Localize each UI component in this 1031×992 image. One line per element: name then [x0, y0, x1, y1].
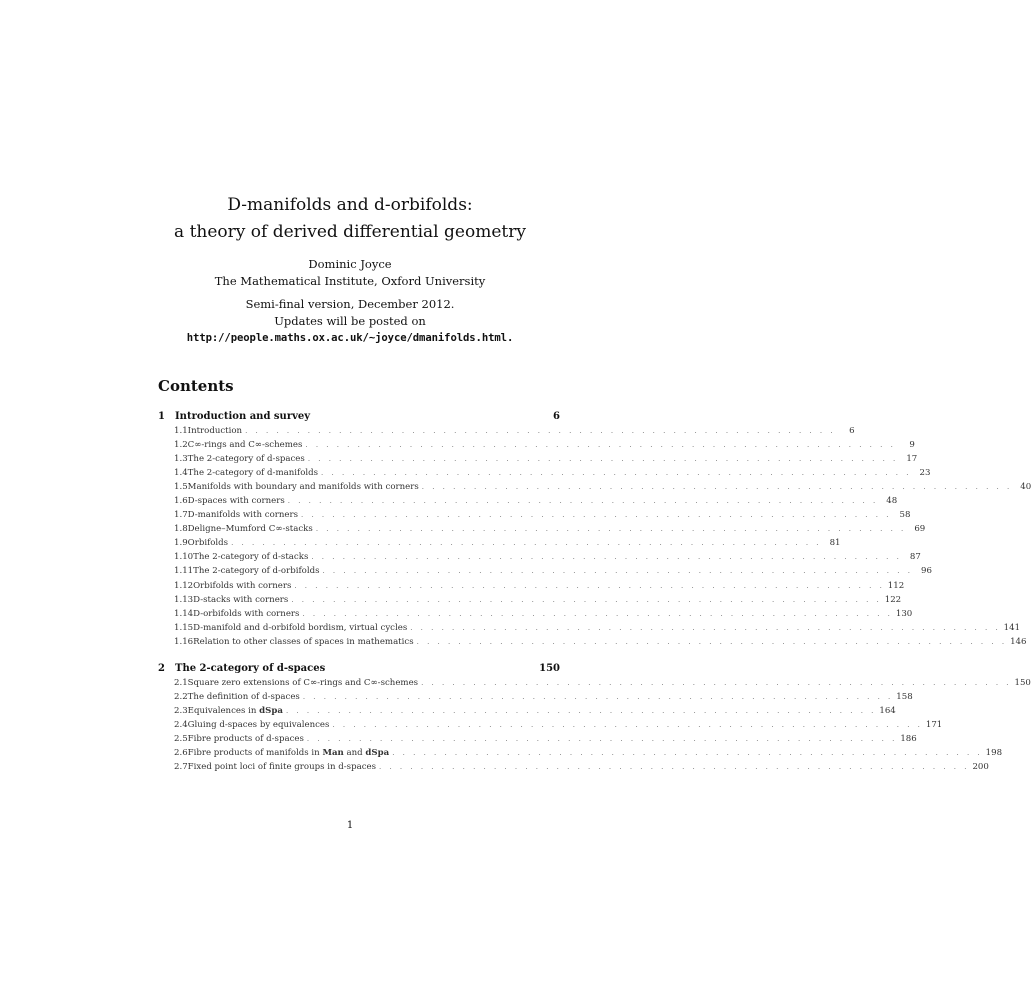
leader-dots: . . . . . . . . . . . . . . . . . . . . . . . . . . . . . . . . . . . . . . . . . . . . . . . . . . . . . . . . . [305, 441, 896, 450]
author-name: Dominic Joyce [308, 257, 392, 271]
section-page: 48 [886, 496, 898, 507]
section-title-part: Equivalences in [187, 705, 260, 716]
section-page: 122 [884, 594, 902, 605]
leader-dots: . . . . . . . . . . . . . . . . . . . . . . . . . . . . . . . . . . . . . . . . . . . . . . . . . . . . . . . . . [301, 511, 892, 520]
toc-section[interactable] [158, 438, 915, 452]
leader-dots: . . . . . . . . . . . . . . . . . . . . . . . . . . . . . . . . . . . . . . . . . . . . . . . . . . . . . . . . . [231, 539, 822, 548]
toc-section[interactable] [158, 593, 902, 607]
section-title-category: dSpa [365, 747, 390, 758]
chapter-title: Introduction and survey [175, 411, 311, 422]
chapter-page: 6 [553, 411, 560, 422]
section-title: D-orbifolds with corners [193, 608, 300, 619]
section-title-category: Man [322, 747, 344, 758]
table-of-contents [158, 409, 1031, 774]
section-title: Manifolds with boundary and manifolds with corners [187, 482, 419, 493]
section-title: The 2-category of d-stacks [193, 552, 309, 563]
section-page: 96 [920, 566, 932, 577]
section-number: 1.9 [174, 538, 188, 549]
leader-dots: . . . . . . . . . . . . . . . . . . . . . . . . . . . . . . . . . . . . . . . . . . . . . . . . . . . . . . . . . [332, 720, 923, 729]
version-block [0, 296, 700, 347]
leader-dots: . . . . . . . . . . . . . . . . . . . . . . . . . . . . . . . . . . . . . . . . . . . . . . . . . . . . . . . . . [322, 567, 913, 576]
section-title: Fixed point loci of finite groups in d-spaces [187, 762, 377, 773]
leader-dots: . . . . . . . . . . . . . . . . . . . . . . . . . . . . . . . . . . . . . . . . . . . . . . . . . . . . . . . . . [291, 595, 882, 604]
section-number: 2.5 [174, 733, 188, 744]
toc-section[interactable] [158, 732, 917, 746]
toc-section[interactable] [158, 690, 913, 704]
section-number: 1.3 [174, 454, 188, 465]
section-page: 23 [919, 468, 931, 479]
section-page: 171 [925, 719, 943, 730]
section-title: The definition of d-spaces [187, 691, 300, 702]
section-number: 2.3 [174, 705, 188, 716]
section-page: 112 [887, 580, 905, 591]
toc-section[interactable] [158, 452, 918, 466]
leader-dots: . . . . . . . . . . . . . . . . . . . . . . . . . . . . . . . . . . . . . . . . . . . . . . . . . . . . . . . . . [307, 455, 899, 464]
section-page: 158 [896, 691, 913, 702]
section-page: 81 [829, 538, 841, 549]
toc-chapter[interactable] [158, 661, 560, 676]
section-number: 1.15 [174, 622, 194, 633]
section-page: 9 [909, 440, 915, 451]
section-number: 1.7 [174, 510, 188, 521]
section-number: 1.14 [174, 608, 194, 619]
chapter-number: 1 [158, 411, 165, 422]
toc-section[interactable] [158, 550, 921, 564]
section-page: 141 [1003, 622, 1021, 633]
leader-dots: . . . . . . . . . . . . . . . . . . . . . . . . . . . . . . . . . . . . . . . . . . . . . . . . . . . . . . . . . [315, 525, 907, 534]
section-title-part: and [343, 747, 366, 758]
toc-section[interactable] [158, 760, 989, 774]
toc-section[interactable] [158, 746, 1003, 760]
section-page: 87 [909, 552, 921, 563]
toc-section[interactable] [158, 494, 898, 508]
leader-dots: . . . . . . . . . . . . . . . . . . . . . . . . . . . . . . . . . . . . . . . . . . . . . . . . . . . . . . . . . [421, 678, 1012, 687]
section-title: The 2-category of d-manifolds [187, 468, 319, 479]
toc-section[interactable] [158, 536, 841, 550]
toc-section[interactable] [158, 522, 926, 536]
section-number: 1.6 [174, 496, 188, 507]
toc-section[interactable] [158, 579, 905, 593]
toc-section[interactable] [158, 424, 855, 438]
section-page: 130 [895, 608, 913, 619]
leader-dots: . . . . . . . . . . . . . . . . . . . . . . . . . . . . . . . . . . . . . . . . . . . . . . . . . . . . . . . . . [392, 748, 983, 757]
section-title: Deligne–Mumford C∞-stacks [187, 524, 313, 535]
section-title-part: Fibre products of manifolds in [187, 747, 323, 758]
leader-dots: . . . . . . . . . . . . . . . . . . . . . . . . . . . . . . . . . . . . . . . . . . . . . . . . . . . . . . . . . [410, 623, 1001, 632]
section-page: 186 [900, 733, 917, 744]
section-title: Relation to other classes of spaces in mathematics [193, 636, 414, 647]
section-title: Gluing d-spaces by equivalences [187, 719, 330, 730]
leader-dots: . . . . . . . . . . . . . . . . . . . . . . . . . . . . . . . . . . . . . . . . . . . . . . . . . . . . . . . . . [311, 553, 902, 562]
updates-line: Updates will be posted on [274, 314, 426, 328]
section-number: 1.1 [174, 426, 188, 436]
section-page: 146 [1010, 636, 1027, 647]
section-title [188, 746, 390, 760]
section-title-category: dSpa [259, 705, 283, 716]
section-title: The 2-category of d-orbifolds [193, 566, 320, 577]
toc-section[interactable] [158, 607, 913, 621]
section-page: 69 [914, 524, 926, 535]
toc-section[interactable] [158, 704, 896, 718]
section-number: 2.2 [174, 691, 188, 702]
toc-section[interactable] [158, 480, 1031, 494]
section-number: 2.1 [174, 677, 188, 688]
leader-dots: . . . . . . . . . . . . . . . . . . . . . . . . . . . . . . . . . . . . . . . . . . . . . . . . . . . . . . . . . [245, 427, 836, 435]
toc-section[interactable] [158, 564, 932, 578]
section-number: 2.7 [174, 762, 188, 773]
section-title: D-spaces with corners [187, 496, 285, 507]
section-number: 1.12 [174, 580, 194, 591]
chapter-page: 150 [539, 662, 560, 674]
leader-dots: . . . . . . . . . . . . . . . . . . . . . . . . . . . . . . . . . . . . . . . . . . . . . . . . . . . . . . . . . [302, 692, 894, 701]
toc-section[interactable] [158, 718, 943, 732]
toc-section[interactable] [158, 635, 1027, 649]
section-page: 58 [899, 510, 911, 521]
section-page: 200 [972, 762, 989, 773]
leader-dots: . . . . . . . . . . . . . . . . . . . . . . . . . . . . . . . . . . . . . . . . . . . . . . . . . . . . . . . . . [294, 581, 885, 590]
toc-section[interactable] [158, 466, 931, 480]
section-title: C∞-rings and C∞-schemes [187, 440, 303, 451]
page-number: 1 [346, 820, 354, 831]
section-number: 1.5 [174, 482, 188, 493]
leader-dots: . . . . . . . . . . . . . . . . . . . . . . . . . . . . . . . . . . . . . . . . . . . . . . . . . . . . . . . . . [421, 483, 1013, 492]
chapter-title: The 2-category of d-spaces [175, 662, 326, 674]
author-affiliation: The Mathematical Institute, Oxford University [214, 274, 486, 288]
section-number: 2.4 [174, 719, 188, 730]
section-number: 1.8 [174, 524, 188, 535]
toc-section[interactable] [158, 621, 1021, 635]
section-title: Fibre products of d-spaces [187, 733, 304, 744]
updates-url: http://people.maths.ox.ac.uk/~joyce/dmanifolds.html. [186, 332, 514, 344]
section-number: 1.16 [174, 636, 194, 647]
chapter-number: 2 [158, 662, 165, 674]
version-line: Semi-final version, December 2012. [245, 297, 455, 311]
toc-section[interactable] [158, 676, 1031, 690]
section-number: 1.4 [174, 468, 188, 479]
chapter-gap [158, 649, 560, 661]
section-title: Square zero extensions of C∞-rings and C∞-schemes [187, 677, 419, 688]
section-page: 40 [1020, 482, 1031, 493]
leader-dots: . . . . . . . . . . . . . . . . . . . . . . . . . . . . . . . . . . . . . . . . . . . . . . . . . . . . . . . . . [416, 637, 1008, 646]
section-number: 1.11 [174, 566, 194, 577]
leader-dots: . . . . . . . . . . . . . . . . . . . . . . . . . . . . . . . . . . . . . . . . . . . . . . . . . . . . . . . . . [302, 609, 893, 618]
section-page: 198 [985, 747, 1003, 758]
section-title: Orbifolds [187, 538, 229, 549]
section-page: 150 [1014, 677, 1031, 688]
section-number: 1.10 [174, 552, 194, 563]
section-title: D-manifolds with corners [187, 510, 298, 521]
section-page: 164 [879, 705, 896, 716]
section-page: 17 [906, 454, 918, 465]
title-block [0, 192, 700, 246]
section-title: D-stacks with corners [193, 594, 289, 605]
section-number: 1.2 [174, 440, 188, 451]
leader-dots: . . . . . . . . . . . . . . . . . . . . . . . . . . . . . . . . . . . . . . . . . . . . . . . . . . . . . . . . . [379, 763, 970, 772]
title-line-1: D-manifolds and d-orbifolds: [227, 195, 473, 215]
section-title: Orbifolds with corners [193, 580, 292, 591]
leader-dots: . . . . . . . . . . . . . . . . . . . . . . . . . . . . . . . . . . . . . . . . . . . . . . . . . . . . . . . . . [321, 469, 912, 478]
title-line-2: a theory of derived differential geometry [174, 222, 526, 242]
author-block [0, 256, 700, 290]
section-number: 1.13 [174, 594, 194, 605]
section-page: 6 [849, 426, 855, 436]
toc-section[interactable] [158, 508, 911, 522]
toc-chapter[interactable] [158, 409, 560, 424]
leader-dots: . . . . . . . . . . . . . . . . . . . . . . . . . . . . . . . . . . . . . . . . . . . . . . . . . . . . . . . . . [287, 497, 879, 506]
leader-dots: . . . . . . . . . . . . . . . . . . . . . . . . . . . . . . . . . . . . . . . . . . . . . . . . . . . . . . . . . [306, 734, 898, 743]
section-title: D-manifold and d-orbifold bordism, virtual cycles [193, 622, 408, 633]
section-title: Introduction [187, 426, 243, 436]
section-title [188, 704, 283, 718]
leader-dots: . . . . . . . . . . . . . . . . . . . . . . . . . . . . . . . . . . . . . . . . . . . . . . . . . . . . . . . . . [285, 706, 877, 715]
section-title: The 2-category of d-spaces [187, 454, 305, 465]
section-number: 2.6 [174, 747, 188, 758]
contents-heading: Contents [158, 377, 234, 395]
